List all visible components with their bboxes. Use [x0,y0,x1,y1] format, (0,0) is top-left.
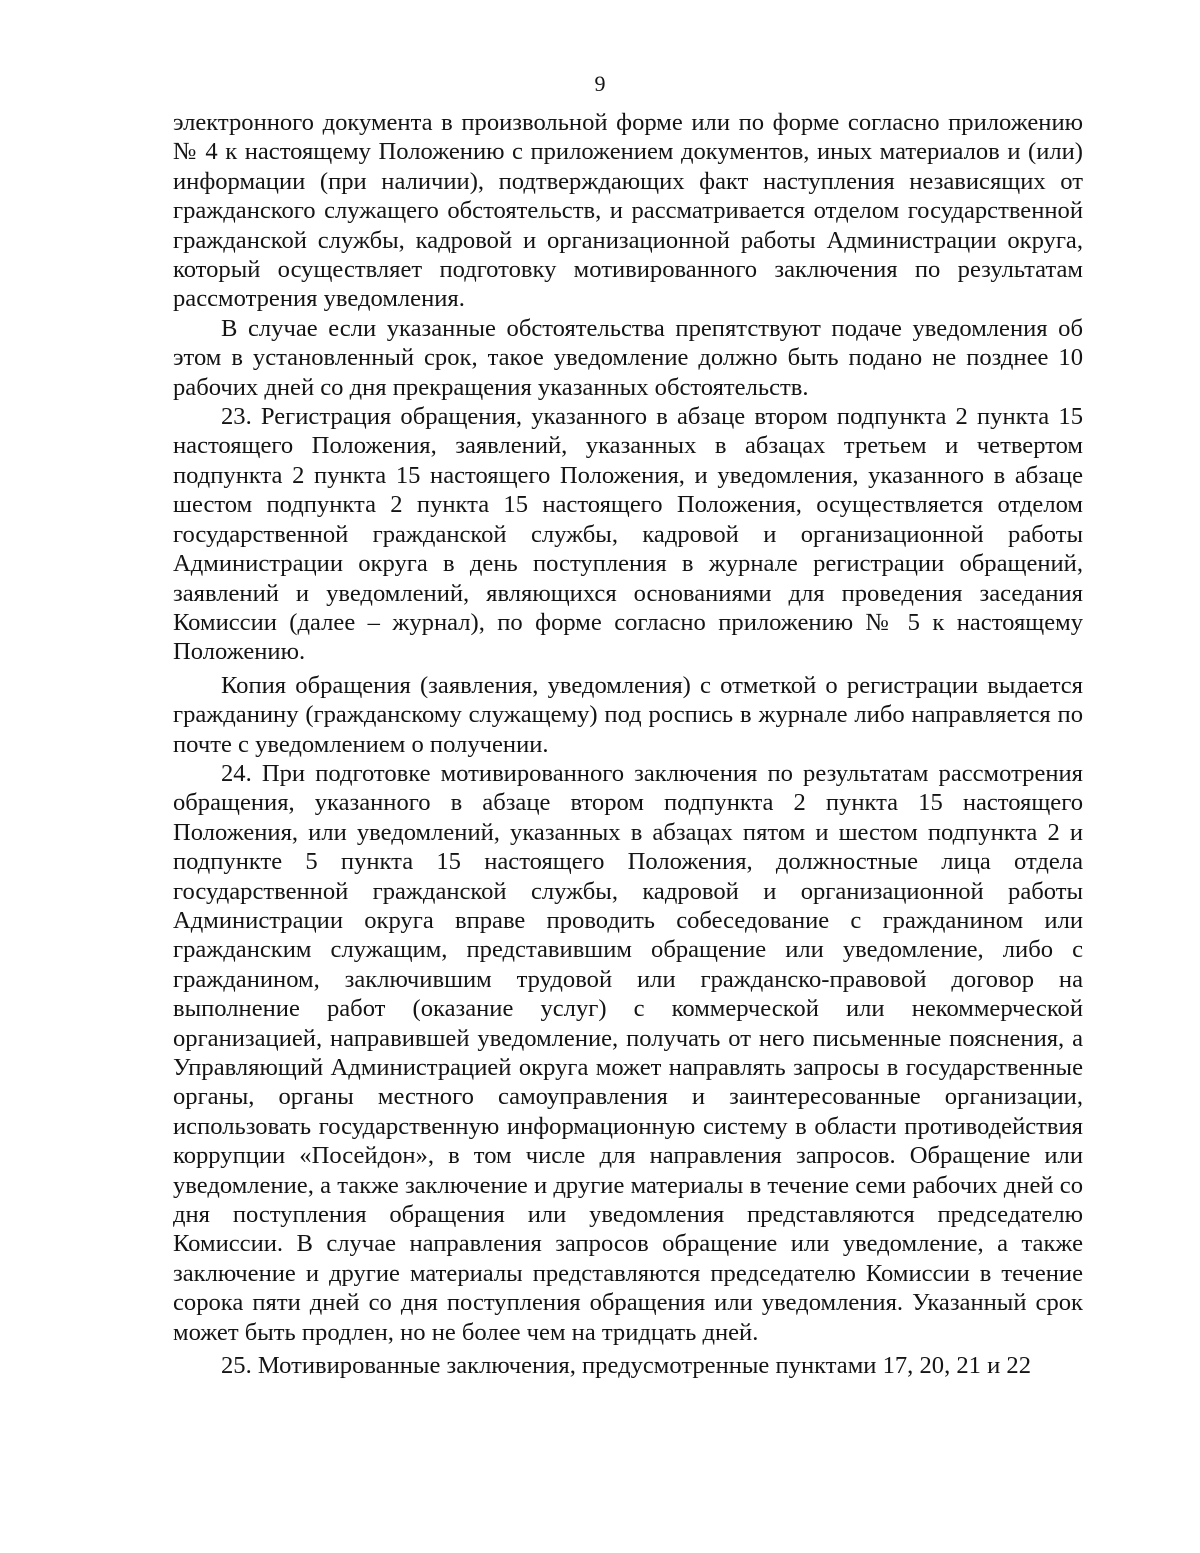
paragraph-item-23: 23. Регистрация обращения, указанного в абзаце втором подпункта 2 пункта 15 настоящего Положения, заявлений, указанных в абзацах третьем и четвертом подпункта 2 пункта 15 настоящего Положения, и уведомления, указанного в абзаце шестом подпункта 2 пункта 15 настоящего Положения, осуществляется отделом государственной гражданской службы, кадровой и организационной работы Администрации округа в день поступления в журнале регистрации обращений, заявлений и уведомлений, являющихся основаниями для проведения заседания Комиссии (далее – журнал), по форме согласно приложению № 5 к настоящему Положению. [173,403,1083,666]
page-number: 9 [594,71,606,96]
document-body [173,108,1083,1380]
paragraph-copy-registration: Копия обращения (заявления, уведомления) с отметкой о регистрации выдается гражданину (гражданскому служащему) под роспись в журнале либо направляется по почте с уведомлением о получении. [173,671,1083,758]
paragraph-continuation: электронного документа в произвольной форме или по форме согласно приложению № 4 к настоящему Положению с приложением документов, иных материалов и (или) информации (при наличии), подтверждающих факт наступления независящих от гражданского служащего обстоятельств, и рассматривается отделом государственной гражданской службы, кадровой и организационной работы Администрации округа, который осуществляет подготовку мотивированного заключения по результатам рассмотрения уведомления. [173,109,1083,313]
paragraph-item-24: 24. При подготовке мотивированного заключения по результатам рассмотрения обращения, указанного в абзаце втором подпункта 2 пункта 15 настоящего Положения, или уведомлений, указанных в абзацах пятом и шестом подпункта 2 и подпункте 5 пункта 15 настоящего Положения, должностные лица отдела государственной гражданской службы, кадровой и организационной работы Администрации округа вправе проводить собеседование с гражданином или гражданским служащим, представившим обращение или уведомление, либо с гражданином, заключившим трудовой или гражданско-правовой договор на выполнение работ (оказание услуг) с коммерческой или некоммерческой организацией, направившей уведомление, получать от него письменные пояснения, а Управляющий Администрацией округа может направлять запросы в государственные органы, органы местного самоуправления и заинтересованные организации, использовать государственную информационную систему в области противодействия коррупции «Посейдон», в том числе для направления запросов. Обращение или уведомление, а также заключение и другие материалы в течение семи рабочих дней со дня поступления обращения или уведомления представляются председателю Комиссии. В случае направления запросов обращение или уведомление, а также заключение и другие материалы представляются председателю Комиссии в течение сорока пяти дней со дня поступления обращения или уведомления. Указанный срок может быть продлен, но не более чем на тридцать дней. [173,759,1083,1346]
paragraph-item-25: 25. Мотивированные заключения, предусмотренные пунктами 17, 20, 21 и 22 [221,1352,1032,1380]
paragraph-circumstances: В случае если указанные обстоятельства препятствуют подаче уведомления об этом в установленный срок, такое уведомление должно быть подано не позднее 10 рабочих дней со дня прекращения указанных обстоятельств. [173,314,1083,401]
